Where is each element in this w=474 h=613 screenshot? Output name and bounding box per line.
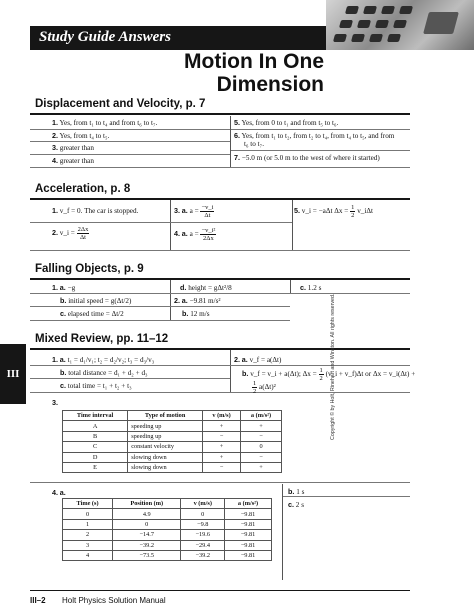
answer-d6-cont: t₆ to t₇.: [244, 140, 264, 148]
section-mixed-review: Mixed Review, pp. 11–12: [35, 333, 169, 345]
table-cell: +: [203, 442, 241, 452]
answer-m4-label: 4. a.: [52, 488, 66, 497]
table-cell: −73.5: [113, 550, 181, 560]
table-row: [63, 431, 282, 441]
table-row: [63, 509, 272, 519]
section-rule: [30, 198, 410, 200]
answer-m1c: c. total time = t₁ + t₂ + t₃: [60, 381, 132, 390]
position-time-table: [62, 498, 272, 561]
answer-f2c: c. 1.2 s: [300, 283, 322, 292]
answer-m4b: b. 1 s: [288, 487, 305, 496]
table-cell: −: [203, 431, 241, 441]
table-cell: 4: [63, 550, 113, 560]
answer-m1b: b. total distance = d₁ + d₂ + d₃: [60, 368, 148, 377]
study-guide-banner: [30, 26, 326, 50]
section-acceleration: Acceleration, p. 8: [35, 183, 131, 195]
section-rule: [30, 348, 410, 350]
table-cell: −: [203, 462, 241, 472]
footer-rule: [30, 590, 410, 591]
page-title-line2: Dimension: [216, 73, 324, 96]
table-cell: −39.2: [181, 550, 225, 560]
table-cell: −: [241, 431, 282, 441]
section-falling: Falling Objects, p. 9: [35, 263, 144, 275]
table-cell: −9.81: [225, 540, 272, 550]
section-rule: [30, 113, 410, 115]
section-rule: [30, 278, 410, 280]
table-cell: −9.81: [225, 550, 272, 560]
answer-d7: 7. −5.0 m (or 5.0 m to the west of where it started): [234, 153, 380, 162]
answer-m2b: b. v_f = v_i + a(Δt); Δx = $\frac{1}{2}$ (v_i + v_f)Δt or Δx = v_i(Δt) +: [242, 367, 416, 382]
table-row: [63, 421, 282, 431]
table-row: [63, 452, 282, 462]
table-header: v (m/s): [181, 499, 225, 509]
table-cell: B: [63, 431, 128, 441]
table-cell: 0: [63, 509, 113, 519]
table-cell: 2: [63, 530, 113, 540]
motion-type-table: [62, 410, 282, 473]
column-divider: [230, 116, 231, 168]
answer-a4: 4. a. a = $\frac{\text{−v\_i²}}{2\Delta x}$: [174, 227, 216, 242]
table-cell: 3: [63, 540, 113, 550]
table-row: [63, 519, 272, 529]
answer-d3: 3. greater than: [52, 143, 94, 152]
answer-d6: 6. Yes, from t₁ to t₂, from t₂ to t₄, from t₄ to t₅, and from: [234, 131, 395, 140]
chapter-tab: III: [0, 344, 26, 404]
table-cell: 4.9: [113, 509, 181, 519]
table-cell: −9.81: [225, 530, 272, 540]
answer-d1: 1. Yes, from t₁ to t₄ and from t₆ to t₇.: [52, 118, 158, 127]
table-cell: −19.6: [181, 530, 225, 540]
answer-f1c: c. elapsed time = Δt/2: [60, 309, 124, 318]
table-header: a (m/s²): [225, 499, 272, 509]
table-cell: −9.8: [181, 519, 225, 529]
table-row: [63, 550, 272, 560]
table-cell: +: [241, 462, 282, 472]
table-cell: 0: [241, 442, 282, 452]
table-header-row: [63, 499, 272, 509]
page-number: III–2: [30, 596, 46, 605]
copyright-notice: Copyright © by Holt, Rinehart and Winston. All rights reserved.: [330, 293, 336, 440]
table-cell: −39.2: [113, 540, 181, 550]
table-cell: constant velocity: [128, 442, 203, 452]
table-cell: −14.7: [113, 530, 181, 540]
table-cell: 0: [113, 519, 181, 529]
table-cell: slowing down: [128, 462, 203, 472]
table-row: [63, 462, 282, 472]
table-cell: −9.81: [225, 519, 272, 529]
table-cell: D: [63, 452, 128, 462]
table-cell: −29.4: [181, 540, 225, 550]
table-cell: C: [63, 442, 128, 452]
table-cell: 1: [63, 519, 113, 529]
answer-d2: 2. Yes, from t₄ to t₅.: [52, 131, 110, 140]
table-cell: speeding up: [128, 431, 203, 441]
table-row: [63, 530, 272, 540]
table-cell: speeding up: [128, 421, 203, 431]
answer-d4: 4. greater than: [52, 156, 94, 165]
answer-m2a: 2. a. v_f = a(Δt): [234, 355, 282, 364]
section-displacement: Displacement and Velocity, p. 7: [35, 98, 206, 110]
answer-f1a: 1. a. −g: [52, 283, 76, 292]
table-cell: A: [63, 421, 128, 431]
table-cell: −9.81: [225, 509, 272, 519]
answer-f1d: d. height = gΔt²/8: [180, 283, 232, 292]
answer-a5: 5. v_i = −aΔt Δx = $\frac{1}{2}$ v_iΔt: [294, 204, 374, 219]
table-header: a (m/s²): [241, 411, 282, 421]
answer-f1b: b. initial speed = g(Δt/2): [60, 296, 132, 305]
answer-f2b: b. 12 m/s: [182, 309, 210, 318]
page-title-line1: Motion In One: [184, 50, 324, 73]
table-cell: +: [241, 421, 282, 431]
answer-d5: 5. Yes, from 0 to t₁ and from t₅ to t₆.: [234, 118, 339, 127]
banner-text: Study Guide Answers: [39, 29, 171, 45]
table-cell: +: [203, 452, 241, 462]
table-header: v (m/s): [203, 411, 241, 421]
table-header: Position (m): [113, 499, 181, 509]
table-cell: −: [241, 452, 282, 462]
table-row: [63, 442, 282, 452]
table-row: [63, 540, 272, 550]
table-header: Time interval: [63, 411, 128, 421]
table-cell: 0: [181, 509, 225, 519]
answer-a1: 1. v_f = 0. The car is stopped.: [52, 206, 139, 215]
answer-a2: 2. v_i = $\frac{2\Delta x}{\Delta t}$: [52, 226, 89, 241]
manual-title: Holt Physics Solution Manual: [62, 596, 166, 605]
answer-m3-label: 3.: [52, 398, 58, 407]
answer-m1a: 1. a. t₁ = d₁/v₁; t₂ = d₂/v₂; t₃ = d₃/v₃: [52, 355, 155, 364]
table-cell: slowing down: [128, 452, 203, 462]
calculator-photo: [326, 0, 474, 50]
answer-a3: 3. a. a = $\frac{-v\_i}{\Delta t}$: [174, 204, 214, 219]
answer-f2a: 2. a. −9.81 m/s²: [174, 296, 221, 305]
answer-m2b-cont: $\frac{1}{2}$ a(Δt)²: [253, 380, 276, 395]
table-header-row: [63, 411, 282, 421]
table-cell: +: [203, 421, 241, 431]
table-header: Type of motion: [128, 411, 203, 421]
table-header: Time (s): [63, 499, 113, 509]
table-cell: E: [63, 462, 128, 472]
answer-m4c: c. 2 s: [288, 500, 304, 509]
